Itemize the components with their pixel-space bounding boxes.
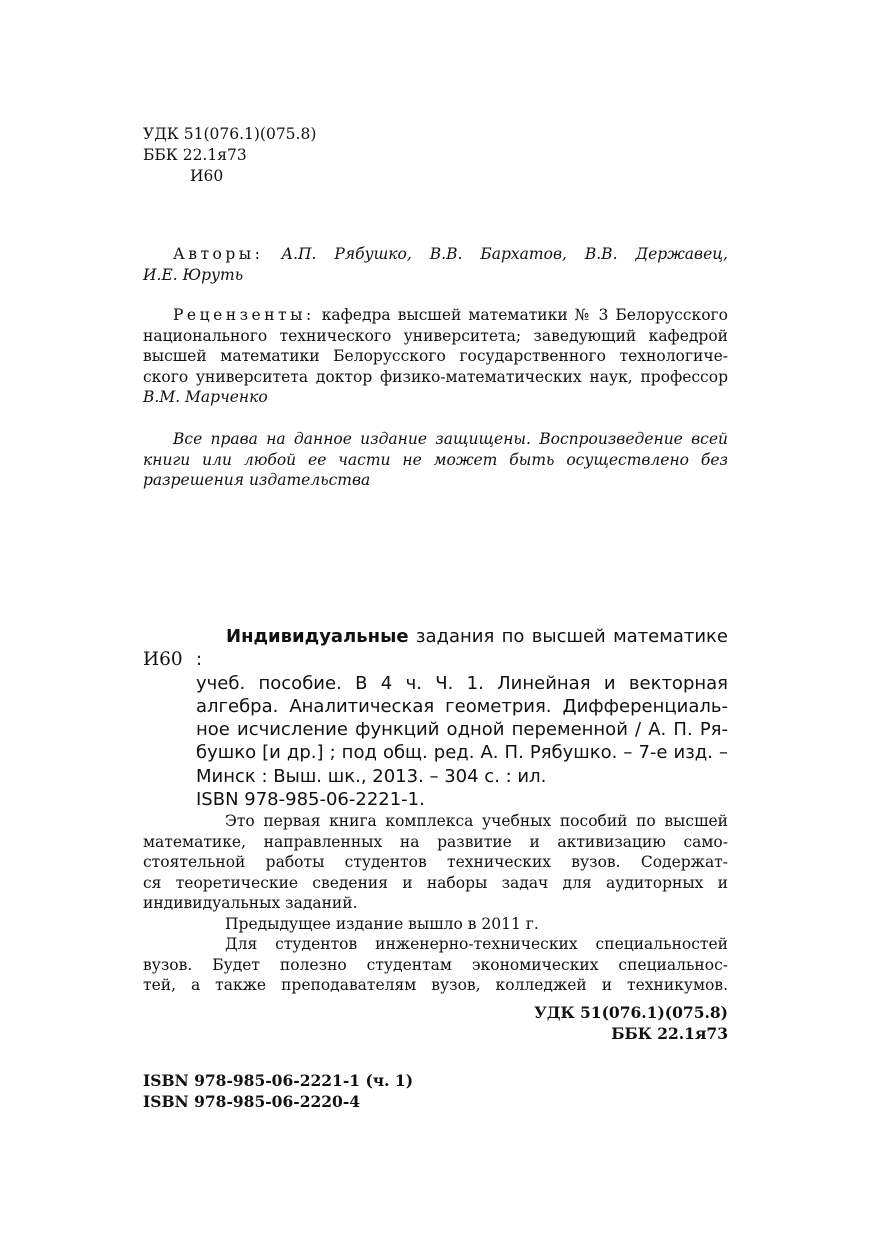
isbn-part-1: ISBN 978-985-06-2221-1 (ч. 1): [143, 1071, 414, 1090]
biblio-line-5: бушко [и др.] ; под общ. ред. А. П. Рябушко. – 7-е изд. –: [196, 742, 728, 764]
biblio-line-1: Индивидуальные задания по высшей математике :: [196, 626, 728, 671]
abstract-line-4: ся теоретические сведения и наборы задач для аудиторных и: [143, 873, 728, 892]
classification-block: [143, 124, 728, 187]
abstract-line-3: стоятельной работы студентов технических вузов. Содержат-: [143, 853, 728, 871]
rights-line-1: Все права на данное издание защищены. Воспроизведение всей: [173, 430, 728, 448]
authors-line-2: И.Е. Юруть: [143, 265, 244, 284]
biblio-line-6: Минск : Выш. шк., 2013. – 304 с. : ил.: [196, 765, 547, 787]
footer-bbk: ББК 22.1я73: [611, 1024, 728, 1043]
reviewers-line-4: ского университета доктор физико-математических наук, профессор: [143, 367, 728, 386]
abstract-block: [143, 811, 728, 996]
biblio-line-4: ное исчисление функций одной переменной / А. П. Ря-: [196, 719, 728, 741]
bbk-code: ББК 22.1я73: [143, 146, 247, 164]
reviewers-block: [143, 305, 728, 408]
authors-label: Авторы:: [173, 245, 264, 263]
previous-edition-note: Предыдущее издание вышло в 2011 г.: [225, 914, 539, 933]
authors-block: [143, 244, 728, 285]
udk-code: УДК 51(076.1)(075.8): [143, 125, 317, 143]
isbn-set: ISBN 978-985-06-2220-4: [143, 1092, 361, 1111]
audience-line-2: вузов. Будет полезно студентам экономических специальнос-: [143, 955, 728, 974]
footer-udk: УДК 51(076.1)(075.8): [534, 1003, 728, 1022]
reviewers-line-3: высшей математики Белорусского государственного технологиче-: [143, 347, 728, 365]
audience-line-3: тей, а также преподавателям вузов, колледжей и техникумов.: [143, 976, 728, 994]
book-title: Индивидуальные: [226, 626, 409, 647]
reviewers-line-2: национального технического университета; заведующий кафедрой: [143, 326, 728, 345]
rights-line-3: разрешения издательства: [143, 471, 371, 489]
author-mark: И60: [190, 167, 224, 185]
rights-block: [143, 429, 728, 491]
audience-line-1: Для студентов инженерно-технических специальностей: [225, 935, 728, 953]
footer-classification: [143, 1002, 728, 1044]
biblio-isbn: ISBN 978-985-06-2221-1.: [196, 789, 425, 811]
rights-line-2: книги или любой ее части не может быть осуществлено без: [143, 450, 728, 469]
bibliographic-code: И60: [143, 649, 183, 671]
biblio-line-3: алгебра. Аналитическая геометрия. Дифференциаль-: [196, 695, 728, 717]
biblio-line-2: учеб. пособие. В 4 ч. Ч. 1. Линейная и векторная: [196, 672, 728, 694]
abstract-line-1: Это первая книга комплекса учебных пособий по высшей: [225, 812, 728, 830]
reviewers-line-5: В.М. Марченко: [143, 388, 268, 406]
abstract-line-2: математике, направленных на развитие и активизацию само-: [143, 832, 728, 851]
reviewers-line-1: Рецензенты: кафедра высшей математики № 3 Белорусского: [173, 306, 728, 324]
authors-line-1: Авторы: А.П. Рябушко, В.В. Бархатов, В.В. Державец,: [173, 245, 728, 263]
bibliographic-block: [143, 625, 728, 811]
abstract-line-5: индивидуальных заданий.: [143, 894, 358, 912]
reviewers-label: Рецензенты:: [173, 306, 315, 324]
isbn-list: [143, 1070, 413, 1112]
